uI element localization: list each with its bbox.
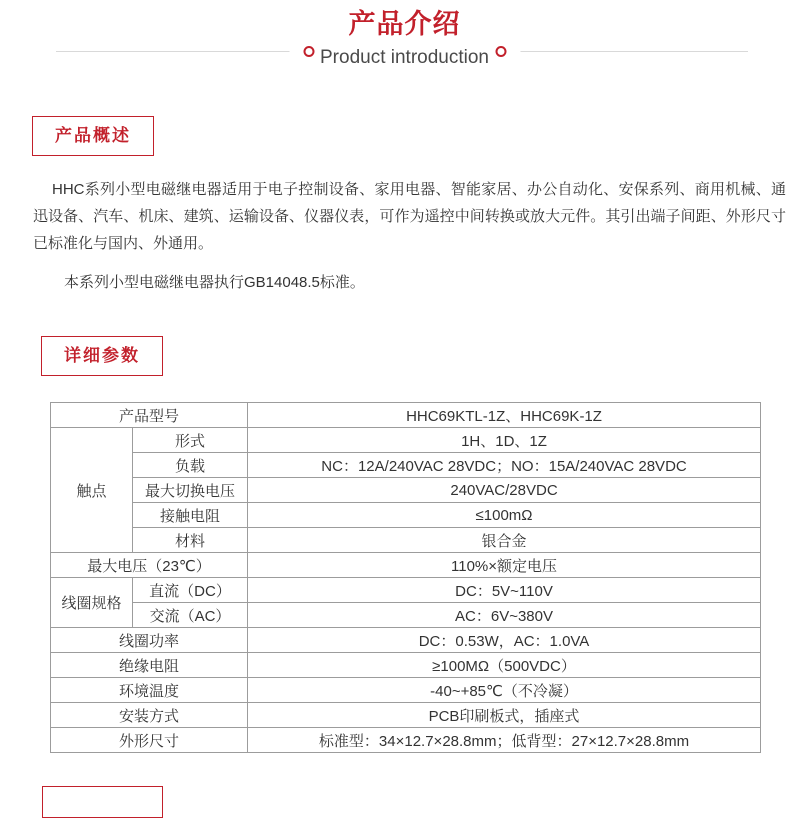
table-row	[51, 728, 761, 753]
spec-label-cell: 绝缘电阻	[51, 653, 248, 678]
spec-label-cell: 最大电压（23℃）	[51, 553, 248, 578]
spec-label-cell: 交流（AC）	[133, 603, 248, 628]
overview-paragraph-2: 本系列小型电磁继电器执行GB14048.5标准。	[64, 274, 365, 291]
spec-label-cell: 环境温度	[51, 678, 248, 703]
section-heading-partial	[42, 786, 163, 818]
spec-value-cell: NC：12A/240VAC 28VDC；NO：15A/240VAC 28VDC	[248, 453, 761, 478]
page-title: 产品介绍	[348, 9, 461, 39]
table-row	[51, 628, 761, 653]
spec-label-cell: 直流（DC）	[133, 578, 248, 603]
table-row	[51, 553, 761, 578]
spec-value-cell: ≤100mΩ	[248, 503, 761, 528]
ring-icon-right	[495, 46, 506, 57]
spec-label-cell: 接触电阻	[133, 503, 248, 528]
table-row	[51, 478, 761, 503]
subtitle-text: Product introduction	[320, 47, 489, 68]
spec-value-cell: HHC69KTL-1Z、HHC69K-1Z	[248, 403, 761, 428]
spec-group-cell: 线圈规格	[51, 578, 133, 628]
table-row	[51, 453, 761, 478]
subtitle-row	[0, 40, 809, 70]
table-row	[51, 503, 761, 528]
spec-label-cell: 安装方式	[51, 703, 248, 728]
table-row	[51, 653, 761, 678]
spec-value-cell: AC：6V~380V	[248, 603, 761, 628]
spec-label-cell: 外形尺寸	[51, 728, 248, 753]
spec-value-cell: 银合金	[248, 528, 761, 553]
table-row	[51, 578, 761, 603]
section-heading-overview: 产品概述	[32, 116, 154, 156]
table-row	[51, 403, 761, 428]
spec-label-cell: 负载	[133, 453, 248, 478]
spec-table-container	[50, 402, 809, 753]
spec-value-cell: 110%×额定电压	[248, 553, 761, 578]
spec-label-cell: 产品型号	[51, 403, 248, 428]
section-heading-parameters: 详细参数	[41, 336, 163, 376]
spec-group-cell: 触点	[51, 428, 133, 553]
spec-value-cell: DC：0.53W，AC：1.0VA	[248, 628, 761, 653]
spec-value-cell: 标准型：34×12.7×28.8mm；低背型：27×12.7×28.8mm	[248, 728, 761, 753]
table-row	[51, 678, 761, 703]
table-row	[51, 603, 761, 628]
ring-icon-left	[303, 46, 314, 57]
table-row	[51, 428, 761, 453]
table-row	[51, 528, 761, 553]
spec-value-cell: -40~+85℃（不冷凝）	[248, 678, 761, 703]
spec-label-cell: 材料	[133, 528, 248, 553]
spec-label-cell: 线圈功率	[51, 628, 248, 653]
spec-label-cell: 形式	[133, 428, 248, 453]
table-row	[51, 703, 761, 728]
spec-label-cell: 最大切换电压	[133, 478, 248, 503]
spec-value-cell: 240VAC/28VDC	[248, 478, 761, 503]
spec-value-cell: ≥100MΩ（500VDC）	[248, 653, 761, 678]
spec-table	[50, 402, 761, 753]
overview-paragraph-1: HHC系列小型电磁继电器适用于电子控制设备、家用电器、智能家居、办公自动化、安保系列、商用机械、通迅设备、汽车、机床、建筑、运输设备、仪器仪表，可作为遥控中间转换或放大元件。其引出端子间距、外形尺寸已标准化与国内、外通用。	[33, 181, 786, 252]
spec-value-cell: PCB印刷板式，插座式	[248, 703, 761, 728]
spec-value-cell: DC：5V~110V	[248, 578, 761, 603]
subtitle	[289, 43, 520, 73]
spec-value-cell: 1H、1D、1Z	[248, 428, 761, 453]
